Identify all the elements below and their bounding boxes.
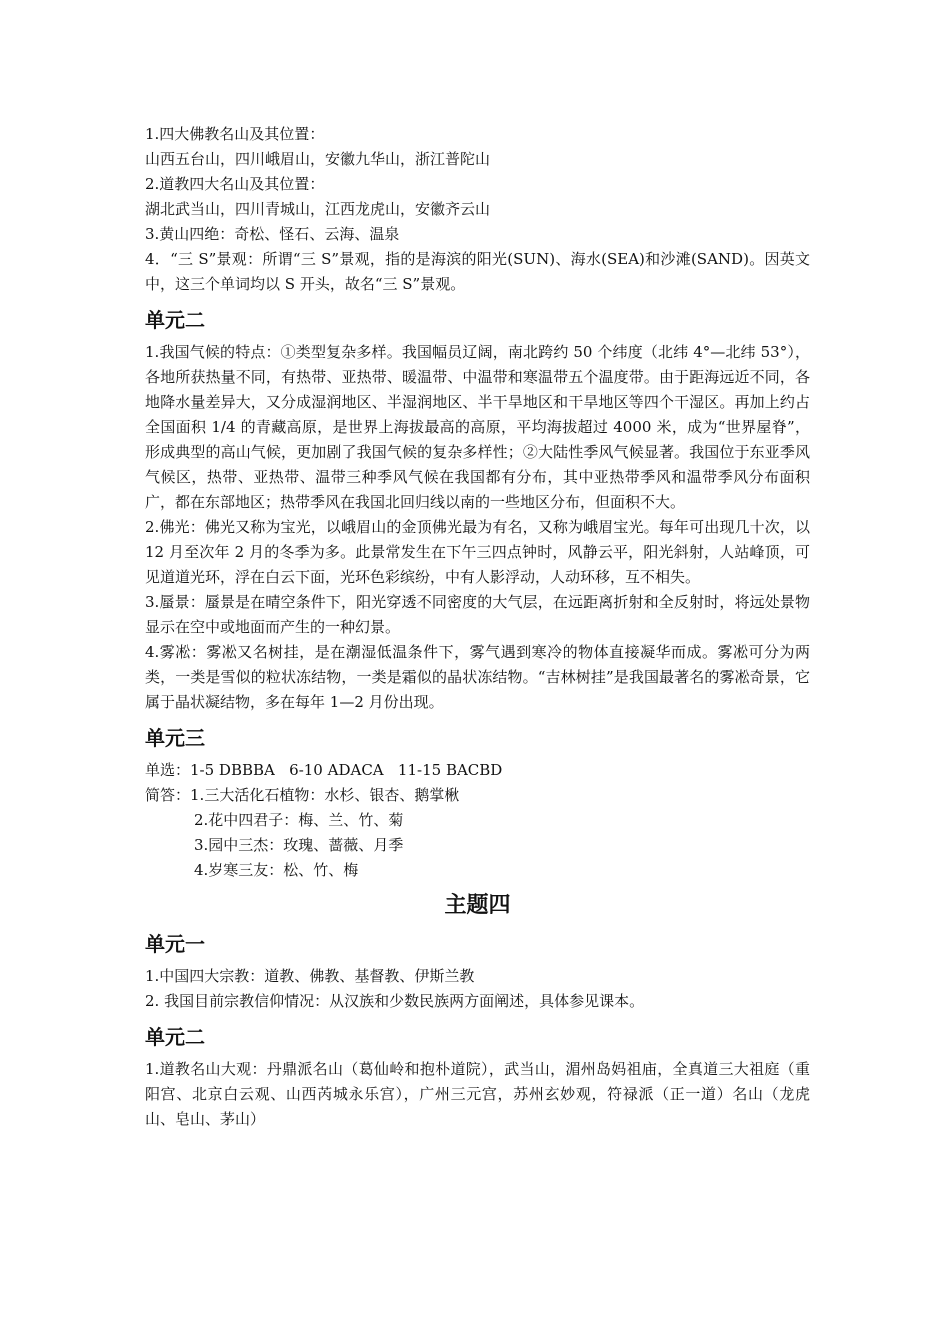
text-line: 1.中国四大宗教：道教、佛教、基督教、伊斯兰教 <box>145 967 475 985</box>
short-answer-item: 1.三大活化石植物：水杉、银杏、鹅掌楸 <box>190 786 460 804</box>
unit2-heading: 单元二 <box>145 308 205 332</box>
theme4-unit1-section <box>145 964 810 1014</box>
theme4-unit1-heading: 单元一 <box>145 932 205 956</box>
unit2-section <box>145 340 810 715</box>
theme4-unit2-heading: 单元二 <box>145 1025 205 1049</box>
text-line: 2. 我国目前宗教信仰情况：从汉族和少数民族两方面阐述，具体参见课本。 <box>145 992 645 1010</box>
text-line: 3.黄山四绝：奇松、怪石、云海、温泉 <box>145 225 400 243</box>
section-intro <box>145 122 810 297</box>
document-body <box>145 122 810 1132</box>
text-line: 1.四大佛教名山及其位置： <box>145 125 325 143</box>
choice-answers: 单选：1-5 DBBBA 6-10 ADACA 11-15 BACBD <box>145 761 503 779</box>
paragraph: 4．“三 S”景观：所谓“三 S”景观，指的是海滨的阳光(SUN)、海水(SEA)和沙滩(SAND)。因英文中，这三个单词均以 S 开头，故名“三 S”景观。 <box>145 250 810 293</box>
short-answer-item: 3.园中三杰：玫瑰、蔷薇、月季 <box>194 836 404 854</box>
text-line: 2.道教四大名山及其位置： <box>145 175 325 193</box>
paragraph: 2.佛光：佛光又称为宝光，以峨眉山的金顶佛光最为有名，又称为峨眉宝光。每年可出现几十次，以 12 月至次年 2 月的冬季为多。此景常发生在下午三四点钟时，风静云平，阳光斜射，人站峰顶，可见道道光环，浮在白云下面，光环色彩缤纷，中有人影浮动，人动环移，互不相失。 <box>145 518 810 586</box>
short-answer-item: 4.岁寒三友：松、竹、梅 <box>194 861 359 879</box>
paragraph: 3.蜃景：蜃景是在晴空条件下，阳光穿透不同密度的大气层，在远距离折射和全反射时，将远处景物显示在空中或地面而产生的一种幻景。 <box>145 593 810 636</box>
short-answer-label: 简答： <box>145 786 191 804</box>
text-line: 山西五台山，四川峨眉山，安徽九华山，浙江普陀山 <box>145 150 491 168</box>
paragraph: 4.雾凇：雾凇又名树挂，是在潮湿低温条件下，雾气遇到寒冷的物体直接凝华而成。雾凇可分为两类，一类是雪似的粒状冻结物，一类是霜似的晶状冻结物。“吉林树挂”是我国最著名的雾凇奇景，它属于晶状凝结物，多在每年 1—2 月份出现。 <box>145 643 810 711</box>
text-line: 湖北武当山，四川青城山，江西龙虎山，安徽齐云山 <box>145 200 491 218</box>
paragraph: 1.道教名山大观：丹鼎派名山（葛仙岭和抱朴道院），武当山，湄州岛妈祖庙，全真道三大祖庭（重阳宫、北京白云观、山西芮城永乐宫），广州三元宫，苏州玄妙观，符禄派（正一道）名山（龙虎山、皂山、茅山） <box>145 1060 810 1128</box>
unit3-section <box>145 758 810 883</box>
short-answer-row <box>145 783 810 808</box>
theme4-unit2-section <box>145 1057 810 1132</box>
paragraph: 1.我国气候的特点：①类型复杂多样。我国幅员辽阔，南北跨约 50 个纬度（北纬 4°—北纬 53°），各地所获热量不同，有热带、亚热带、暖温带、中温带和寒温带五个温度带。由于距海远近不同，各地降水量差异大，又分成湿润地区、半湿润地区、半干旱地区和干旱地区等四个干湿区。再加上约占全国面积 1/4 的青藏高原，是世界上海拔最高的高原，平均海拔超过 4000 米，成为“世界屋脊”，形成典型的高山气候，更加剧了我国气候的复杂多样性；②大陆性季风气候显著。我国位于东亚季风气候区，热带、亚热带、温带三种季风气候在我国都有分布，其中亚热带季风和温带季风分布面积广，都在东部地区；热带季风在我国北回归线以南的一些地区分布，但面积不大。 <box>145 343 810 511</box>
unit3-heading: 单元三 <box>145 726 205 750</box>
short-answer-item: 2.花中四君子：梅、兰、竹、菊 <box>194 811 404 829</box>
theme4-title: 主题四 <box>444 893 511 918</box>
